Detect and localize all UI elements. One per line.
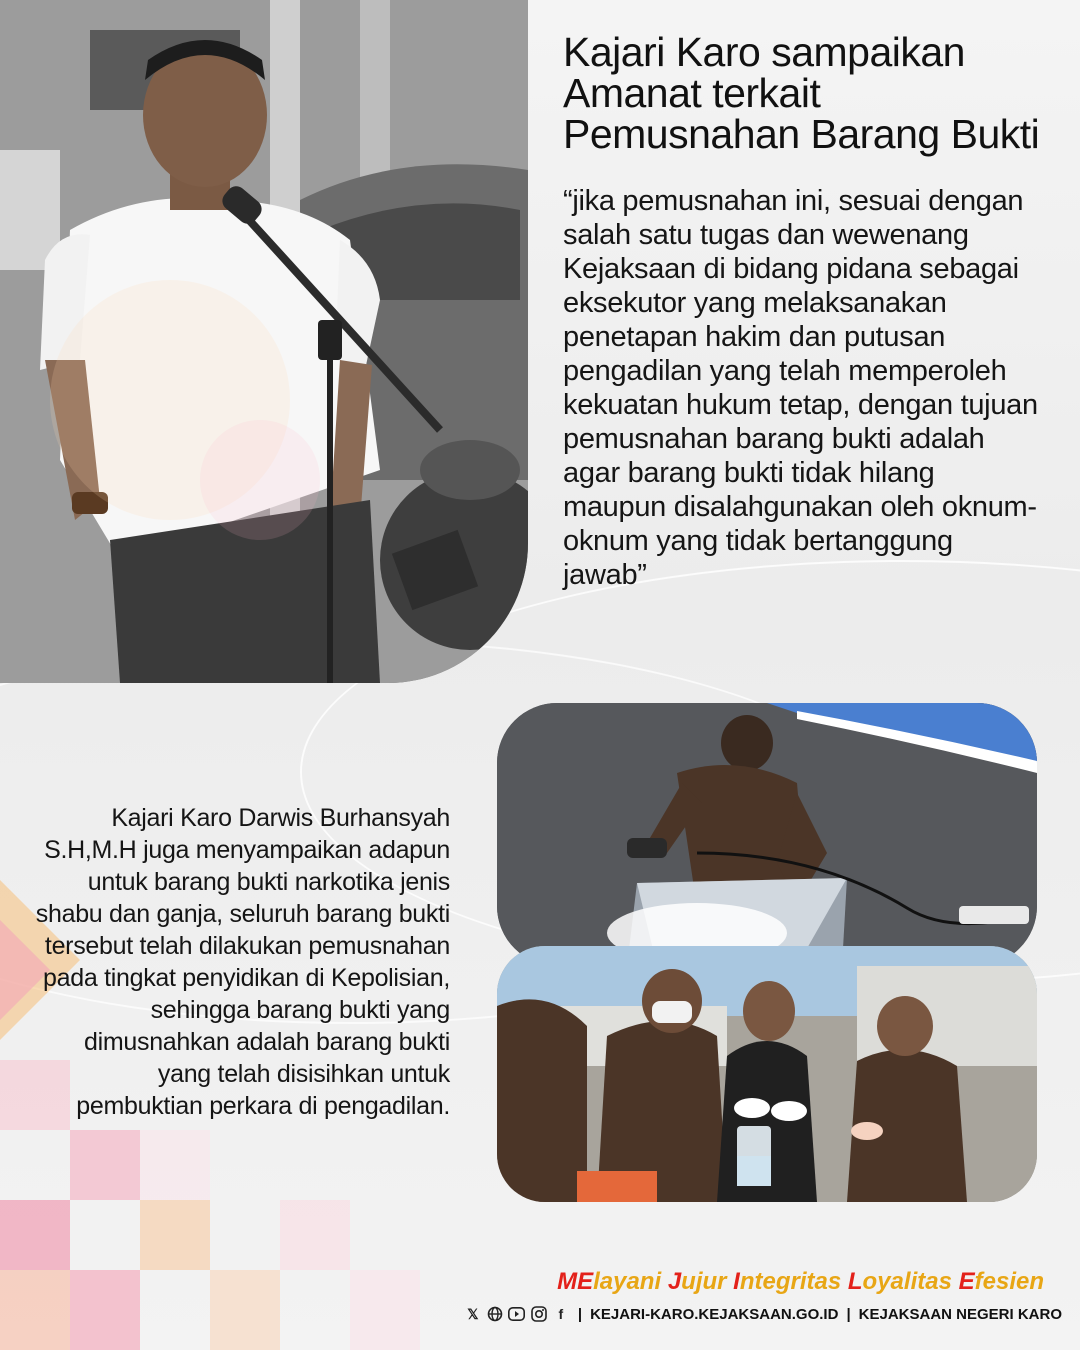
x-icon[interactable]: 𝕏 [467,1305,479,1322]
headline: Kajari Karo sampaikan Amanat terkait Pemusnahan Barang Bukti [563,29,1040,157]
footer-bar [464,1305,1062,1323]
quote-text: “jika pemusnahan ini, sesuai dengan salah satu tugas dan wewenang Kejaksaan di bidang pidana sebagai eksekutor yang melaksanakan penetapan hakim dan putusan pengadilan yang telah memperoleh kekuatan hukum tetap, dengan tujuan pemusnahan barang bukti adalah agar barang bukti tidak hilang maupun disalahgunakan oleh oknum-oknum yang tidak bertanggung jawab” [563,185,1038,591]
separator: | [577,1305,583,1323]
website-link[interactable]: KEJARI-KARO.KEJAKSAAN.GO.ID [590,1305,839,1323]
dissolution-photo [497,946,1037,1202]
motto-word: Efesien [958,1268,1044,1295]
facebook-icon[interactable]: f [558,1306,564,1322]
speaker-photo [0,0,528,683]
motto-tagline [557,1268,1044,1296]
youtube-icon[interactable] [508,1305,526,1323]
motto-word: Jujur [667,1268,727,1295]
motto-word: Integritas [733,1268,842,1295]
motto-word: Loyalitas [847,1268,952,1295]
globe-icon[interactable] [486,1305,504,1323]
org-name: KEJAKSAAN NEGERI KARO [858,1305,1062,1323]
motto-word: MElayani [557,1268,662,1295]
destruction-photo [497,703,1037,966]
separator: | [846,1305,851,1323]
body-text: Kajari Karo Darwis Burhansyah S.H,M.H juga menyampaikan adapun untuk barang bukti narkotika jenis shabu dan ganja, seluruh barang bukti tersebut telah dilakukan pemusnahan pada tingkat penyidikan di Kepolisian, sehingga barang bukti yang dimusnahkan adalah barang bukti yang telah disisihkan untuk pembuktian perkara di pengadilan. [35,804,450,1120]
instagram-icon[interactable] [530,1305,548,1323]
